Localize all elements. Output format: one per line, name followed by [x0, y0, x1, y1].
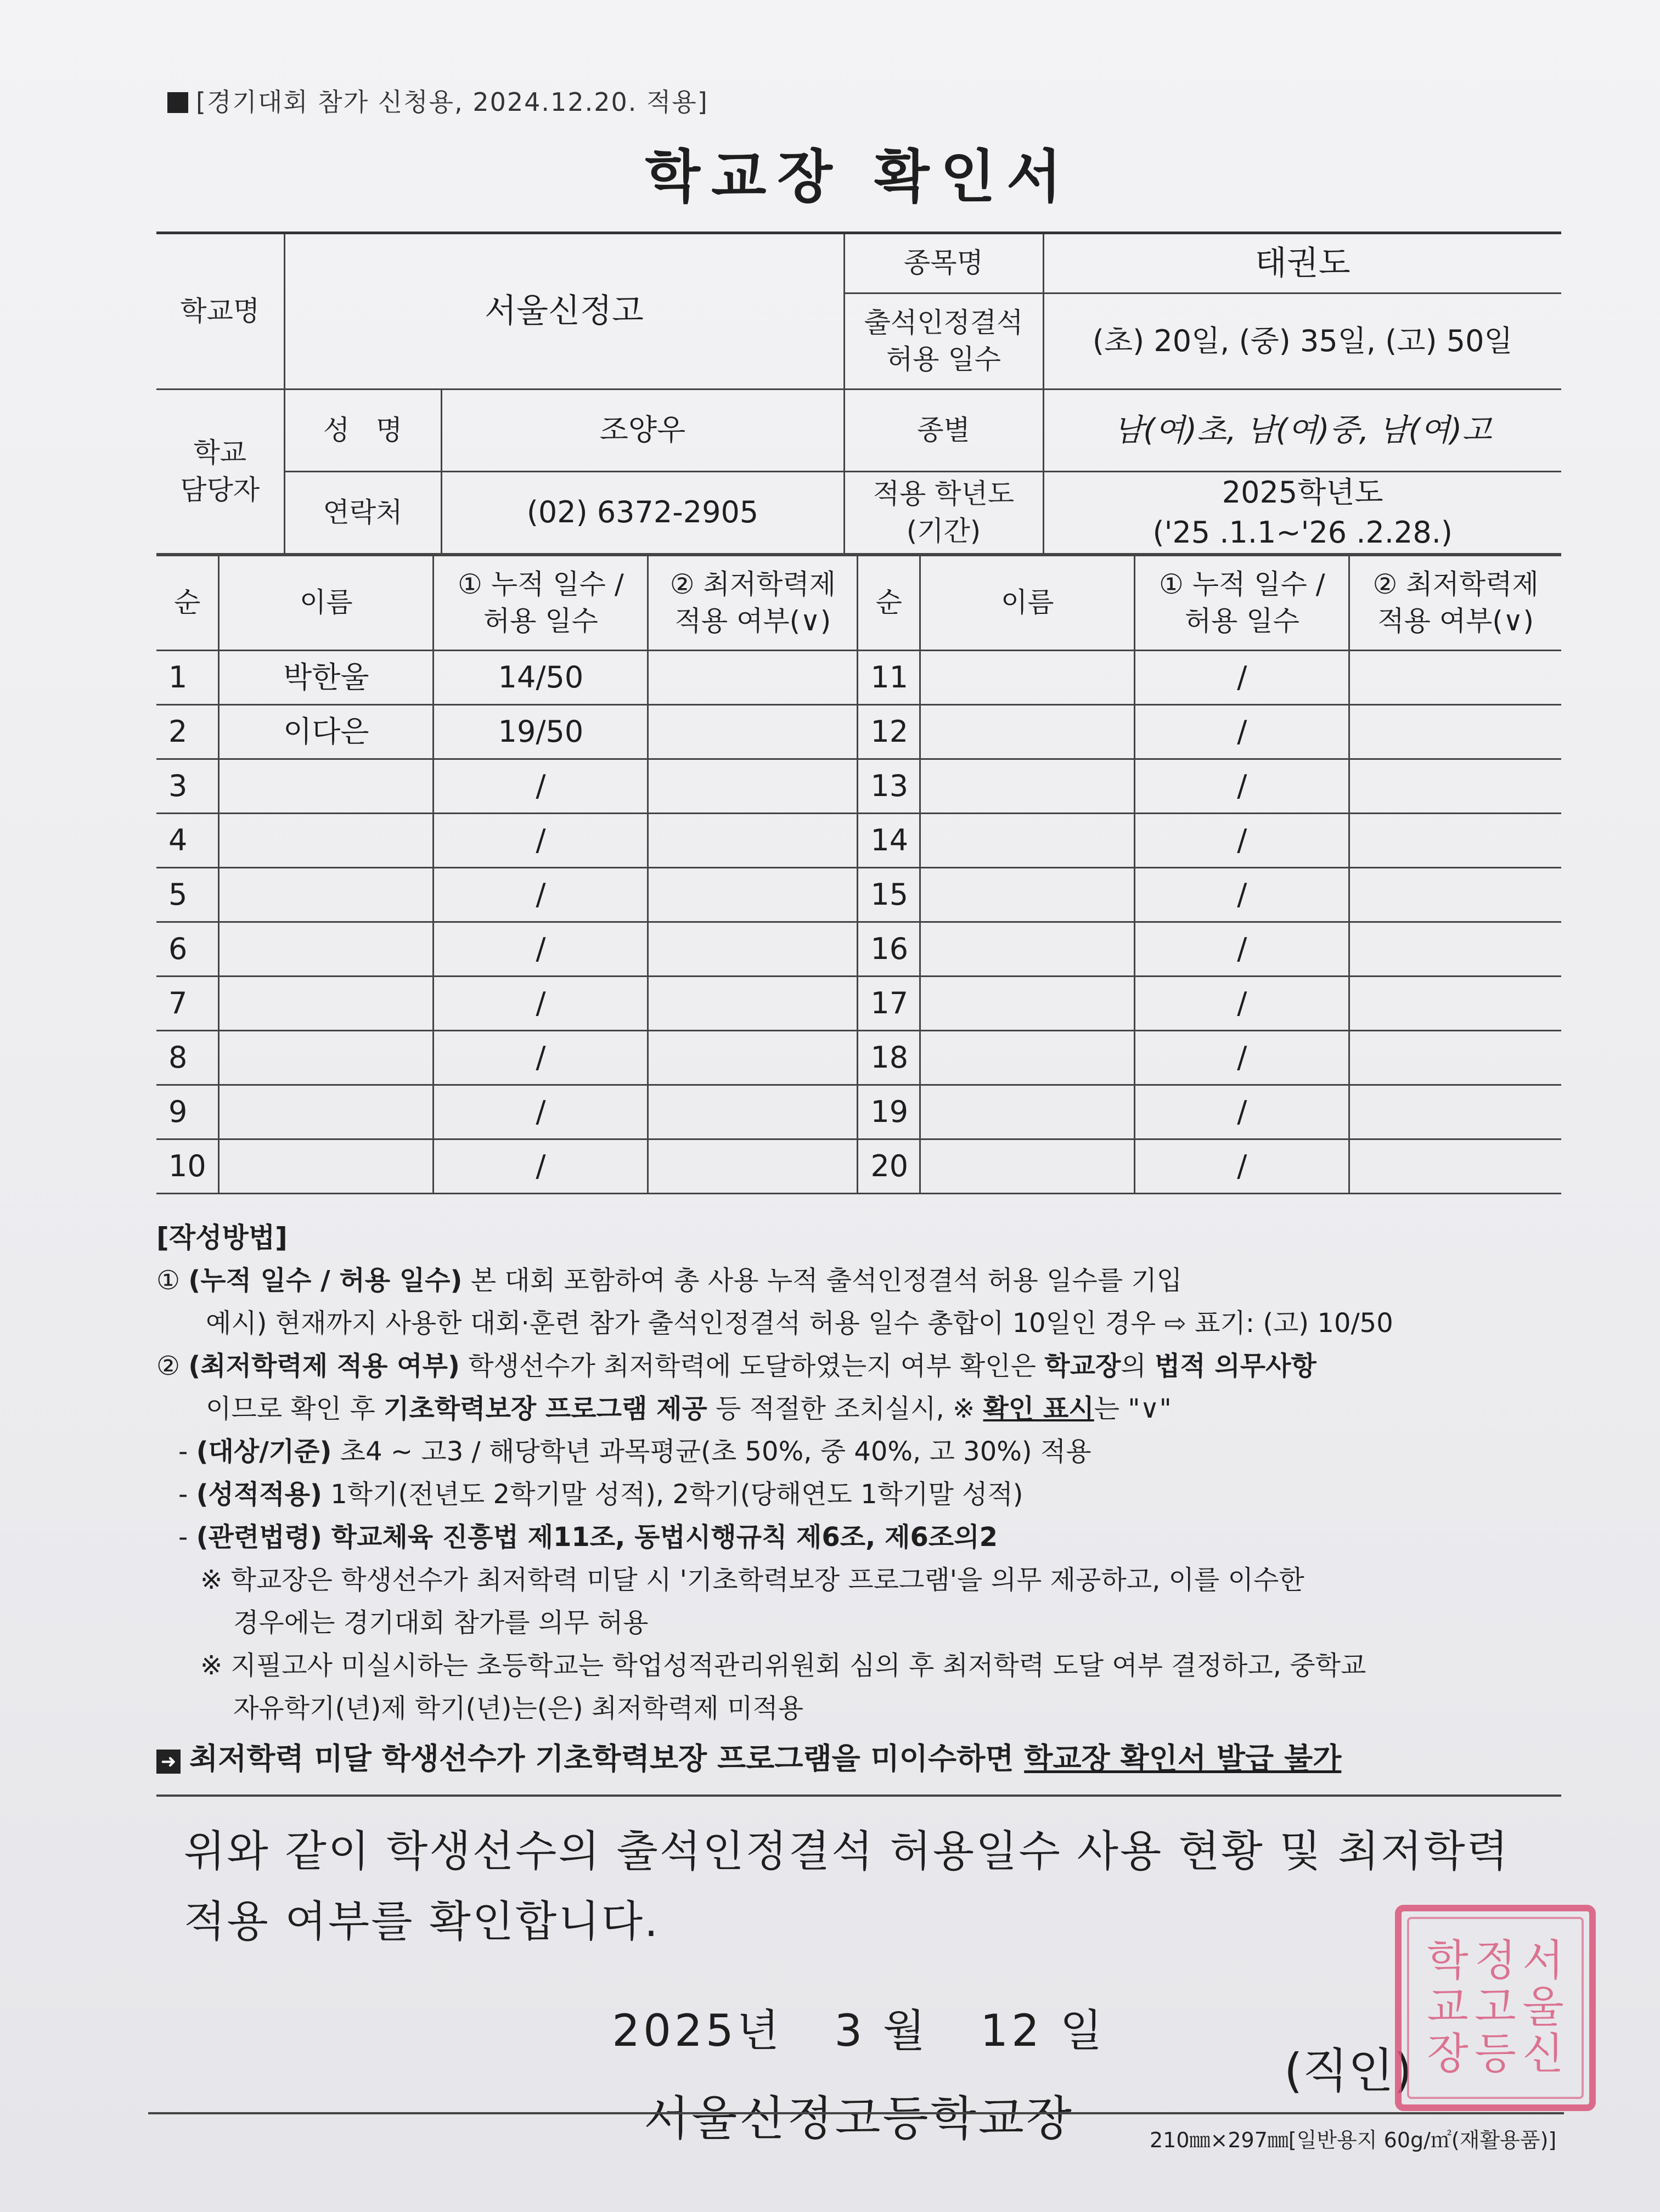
roster-header-min-line2: 적용 여부(∨) — [674, 605, 831, 637]
bottom-divider — [148, 2112, 1564, 2114]
row-days-2: / — [1135, 1031, 1349, 1085]
row-name-2 — [920, 1085, 1135, 1139]
row-min-check-2 — [1349, 759, 1561, 814]
instruction-item-1 — [156, 1259, 1561, 1302]
row-min-check — [648, 651, 858, 705]
allowed-days-label-line2: 허용 일수 — [886, 343, 1001, 375]
row-name — [219, 868, 434, 922]
row-min-check-2 — [1349, 1139, 1561, 1194]
row-min-check — [648, 1139, 858, 1194]
table-row — [156, 651, 1561, 705]
instruction-law: - (관련법령) 학교체육 진흥법 제11조, 동법시행규칙 제6조, 제6조의2 — [178, 1522, 998, 1553]
roster-header-min-line2-2: 적용 여부(∨) — [1377, 605, 1534, 637]
row-num: 7 — [156, 977, 219, 1031]
arrow-box-icon: ➜ — [156, 1750, 181, 1774]
roster-header-days-2 — [1135, 556, 1349, 651]
instruction-target: - (대상/기준) 초4 ~ 고3 / 해당학년 과목평균(초 50%, 중 40%, 고 30%) 적용 — [178, 1436, 1091, 1467]
row-min-check-2 — [1349, 651, 1561, 705]
roster-header-name: 이름 — [219, 556, 434, 651]
row-num-2: 19 — [858, 1085, 920, 1139]
row-name — [219, 1139, 434, 1194]
row-name-2 — [920, 868, 1135, 922]
row-days-2: / — [1135, 977, 1349, 1031]
confirmation-form — [156, 82, 1564, 2148]
roster-header-min-line1-2: ② 최저학력제 — [1372, 568, 1539, 600]
row-name-2 — [920, 814, 1135, 868]
sport-value: 태권도 — [1043, 233, 1561, 294]
target-title: (대상/기준) — [196, 1436, 332, 1467]
table-row — [156, 1139, 1561, 1194]
allowed-days-value: (초) 20일, (중) 35일, (고) 50일 — [1043, 294, 1561, 390]
roster-header-row — [156, 556, 1561, 651]
item2-bold-a: 학교장 — [1044, 1351, 1121, 1381]
svg-text:교: 교 — [1427, 1983, 1468, 2032]
table-row — [156, 1031, 1561, 1085]
instruction-note2-line2: 자유학기(년)제 학기(년)는(은) 최저학력제 미적용 — [233, 1693, 804, 1724]
svg-text:고: 고 — [1475, 1983, 1516, 2032]
sport-label: 종목명 — [844, 233, 1043, 294]
row-min-check-2 — [1349, 705, 1561, 759]
row-num: 6 — [156, 922, 219, 977]
svg-text:등: 등 — [1475, 2029, 1516, 2079]
grade-text: 1학기(전년도 2학기말 성적), 2학기(당해연도 1학기말 성적) — [322, 1479, 1023, 1510]
notice-underlined: 학교장 확인서 발급 불가 — [1024, 1741, 1342, 1776]
roster-header-min — [648, 556, 858, 651]
row-num: 10 — [156, 1139, 219, 1194]
item2-mark: ② — [156, 1351, 181, 1381]
row-name — [219, 759, 434, 814]
row-num: 3 — [156, 759, 219, 814]
item2-title: (최저학력제 적용 여부) — [188, 1351, 460, 1381]
confirmation-line2: 적용 여부를 확인합니다. — [184, 1897, 660, 1946]
item1-text: 본 대회 포함하여 총 사용 누적 출석인정결석 허용 일수를 기입 — [462, 1265, 1183, 1296]
row-days: 14/50 — [434, 651, 648, 705]
row-days: / — [434, 1085, 648, 1139]
row-name-2 — [920, 651, 1135, 705]
manager-name-label: 성 명 — [284, 390, 441, 472]
svg-text:학: 학 — [1427, 1936, 1468, 1985]
row-num-2: 17 — [858, 977, 920, 1031]
school-name: 서울신정고 — [284, 233, 844, 390]
row-days: / — [434, 759, 648, 814]
row-days-2: / — [1135, 651, 1349, 705]
roster-header-days-line1: ① 누적 일수 / — [458, 568, 624, 600]
row-num-2: 12 — [858, 705, 920, 759]
row-num-2: 20 — [858, 1139, 920, 1194]
item2-line2-bold: 기초학력보장 프로그램 제공 — [383, 1393, 707, 1424]
row-days-2: / — [1135, 705, 1349, 759]
item2-line2-underline: 확인 표시 — [983, 1393, 1094, 1424]
row-min-check-2 — [1349, 814, 1561, 868]
roster-header-min-line1: ② 최저학력제 — [669, 568, 836, 600]
year-label-line1: 적용 학년도 — [873, 478, 1015, 510]
roster-header-name-2: 이름 — [920, 556, 1135, 651]
row-name-2 — [920, 705, 1135, 759]
item2-line2-a: 이므로 확인 후 — [206, 1393, 384, 1424]
contact-value: (02) 6372-2905 — [441, 472, 844, 554]
row-name: 이다은 — [219, 705, 434, 759]
row-days-2: / — [1135, 868, 1349, 922]
row-min-check — [648, 977, 858, 1031]
row-num: 8 — [156, 1031, 219, 1085]
law-text: 학교체육 진흥법 제11조, 동법시행규칙 제6조, 제6조의2 — [322, 1522, 998, 1553]
grade-title: (성적적용) — [196, 1479, 322, 1510]
row-num: 5 — [156, 868, 219, 922]
stamp-label: (직인) — [1284, 2044, 1413, 2098]
row-name-2 — [920, 759, 1135, 814]
table-row — [156, 705, 1561, 759]
instruction-item-1-example: 예시) 현재까지 사용한 대회·훈련 참가 출석인정결석 허용 일수 총합이 10일인 경우 ⇨ 표기: (고) 10/50 — [206, 1308, 1393, 1339]
row-min-check — [648, 868, 858, 922]
roster-header-days-line2-2: 허용 일수 — [1184, 605, 1299, 637]
row-min-check-2 — [1349, 868, 1561, 922]
manager-label — [156, 390, 284, 554]
row-days: 19/50 — [434, 705, 648, 759]
table-row — [156, 1085, 1561, 1139]
row-name — [219, 814, 434, 868]
instruction-note1-line2: 경우에는 경기대회 참가를 의무 허용 — [233, 1607, 649, 1638]
instruction-grade: - (성적적용) 1학기(전년도 2학기말 성적), 2학기(당해연도 1학기말 성적) — [178, 1479, 1023, 1510]
item2-line2-c: 는 "∨" — [1094, 1393, 1172, 1424]
row-name-2 — [920, 1139, 1135, 1194]
row-num: 1 — [156, 651, 219, 705]
row-name-2 — [920, 977, 1135, 1031]
row-num-2: 16 — [858, 922, 920, 977]
year-label-line2: (기간) — [906, 515, 981, 547]
roster-header-days-line1-2: ① 누적 일수 / — [1159, 568, 1325, 600]
row-days: / — [434, 1139, 648, 1194]
row-name — [219, 977, 434, 1031]
school-label: 학교명 — [156, 233, 284, 390]
roster-table — [156, 555, 1561, 1194]
document-title: 학교장 확인서 — [645, 143, 1073, 210]
row-num-2: 14 — [858, 814, 920, 868]
manager-name: 조양우 — [441, 390, 844, 472]
row-days-2: / — [1135, 922, 1349, 977]
item2-line2-b: 등 적절한 조치실시, ※ — [707, 1393, 983, 1424]
roster-header-min-2 — [1349, 556, 1561, 651]
gender-label: 종별 — [844, 390, 1043, 472]
manager-label-line1: 학교 — [193, 437, 247, 469]
row-num-2: 15 — [858, 868, 920, 922]
instruction-item-2-line2 — [156, 1387, 1561, 1430]
row-days-2: / — [1135, 759, 1349, 814]
instruction-note2-line1: ※ 지필고사 미실시하는 초등학교는 학업성적관리위원회 심의 후 최저학력 도달 여부 결정하고, 중학교 — [200, 1650, 1366, 1681]
info-table — [156, 232, 1561, 555]
row-days-2: / — [1135, 1085, 1349, 1139]
year-value — [1043, 472, 1561, 554]
instruction-note1-line1: ※ 학교장은 학생선수가 최저학력 미달 시 '기초학력보장 프로그램'을 의무 제공하고, 이를 이수한 — [200, 1565, 1304, 1595]
year-value-line2: ('25 .1.1~'26 .2.28.) — [1152, 515, 1453, 550]
row-min-check-2 — [1349, 922, 1561, 977]
row-days: / — [434, 922, 648, 977]
divider — [156, 1795, 1561, 1797]
row-name — [219, 1085, 434, 1139]
manager-label-line2: 담당자 — [180, 473, 260, 506]
row-days-2: / — [1135, 814, 1349, 868]
contact-label: 연락처 — [284, 472, 441, 554]
table-row — [156, 868, 1561, 922]
table-row — [156, 922, 1561, 977]
row-min-check-2 — [1349, 977, 1561, 1031]
table-row — [156, 814, 1561, 868]
row-name-2 — [920, 1031, 1135, 1085]
row-num-2: 13 — [858, 759, 920, 814]
row-num: 9 — [156, 1085, 219, 1139]
row-min-check — [648, 705, 858, 759]
allowed-days-label — [844, 294, 1043, 390]
row-days: / — [434, 814, 648, 868]
item1-title: (누적 일수 / 허용 일수) — [188, 1265, 463, 1296]
row-name — [219, 922, 434, 977]
row-min-check — [648, 922, 858, 977]
allowed-days-label-line1: 출석인정결석 — [864, 306, 1023, 338]
principal-title: 서울신정고등학교장 — [644, 2091, 1074, 2146]
item2-text-a: 학생선수가 최저학력에 도달하였는지 여부 확인은 — [459, 1351, 1045, 1381]
row-name — [219, 1031, 434, 1085]
item1-mark: ① — [156, 1265, 181, 1296]
row-min-check — [648, 1031, 858, 1085]
item2-bold-b: 법적 의무사항 — [1154, 1351, 1316, 1381]
row-min-check — [648, 1085, 858, 1139]
svg-text:울: 울 — [1522, 1983, 1564, 2032]
row-days: / — [434, 868, 648, 922]
roster-header-num: 순 — [156, 556, 219, 651]
roster-header-days-line2: 허용 일수 — [483, 605, 598, 637]
svg-text:장: 장 — [1427, 2029, 1468, 2079]
instructions — [156, 1216, 1561, 1780]
issue-date: 2025년 3 월 12 일 — [612, 2005, 1106, 2056]
row-min-check — [648, 814, 858, 868]
header-note — [167, 82, 1561, 119]
notice-text: 최저학력 미달 학생선수가 기초학력보장 프로그램을 미이수하면 — [189, 1741, 1025, 1776]
confirmation-statement — [156, 1816, 1561, 1957]
row-name: 박한울 — [219, 651, 434, 705]
row-days-2: / — [1135, 1139, 1349, 1194]
table-row — [156, 759, 1561, 814]
item2-text-b: 의 — [1121, 1351, 1155, 1381]
issuance-notice — [156, 1737, 1561, 1780]
paper-spec: 210㎜×297㎜[일반용지 60g/㎡(재활용품)] — [1150, 2128, 1557, 2152]
row-num: 2 — [156, 705, 219, 759]
year-value-line1: 2025학년도 — [1222, 475, 1383, 510]
instruction-item-2 — [156, 1345, 1561, 1387]
roster-header-days — [434, 556, 648, 651]
instructions-heading: [작성방법] — [156, 1222, 288, 1254]
year-label — [844, 472, 1043, 554]
row-days: / — [434, 977, 648, 1031]
table-row — [156, 977, 1561, 1031]
black-square-icon — [167, 92, 188, 113]
row-num-2: 11 — [858, 651, 920, 705]
gender-value: 남(여)초, 남(여)중, 남(여)고 — [1043, 390, 1561, 472]
row-num-2: 18 — [858, 1031, 920, 1085]
law-title: (관련법령) — [196, 1522, 322, 1553]
roster-header-num-2: 순 — [858, 556, 920, 651]
row-min-check-2 — [1349, 1031, 1561, 1085]
target-text: 초4 ~ 고3 / 해당학년 과목평균(초 50%, 중 40%, 고 30%) 적용 — [331, 1436, 1091, 1467]
confirmation-line1: 위와 같이 학생선수의 출석인정결석 허용일수 사용 현황 및 최저학력 — [184, 1827, 1510, 1876]
row-num: 4 — [156, 814, 219, 868]
header-note-text: [경기대회 참가 신청용, 2024.12.20. 적용] — [196, 87, 708, 117]
row-days: / — [434, 1031, 648, 1085]
row-name-2 — [920, 922, 1135, 977]
svg-text:신: 신 — [1522, 2029, 1564, 2079]
row-min-check — [648, 759, 858, 814]
svg-text:서: 서 — [1522, 1936, 1564, 1985]
row-min-check-2 — [1349, 1085, 1561, 1139]
official-seal — [1394, 1904, 1597, 2112]
svg-text:정: 정 — [1475, 1936, 1516, 1985]
